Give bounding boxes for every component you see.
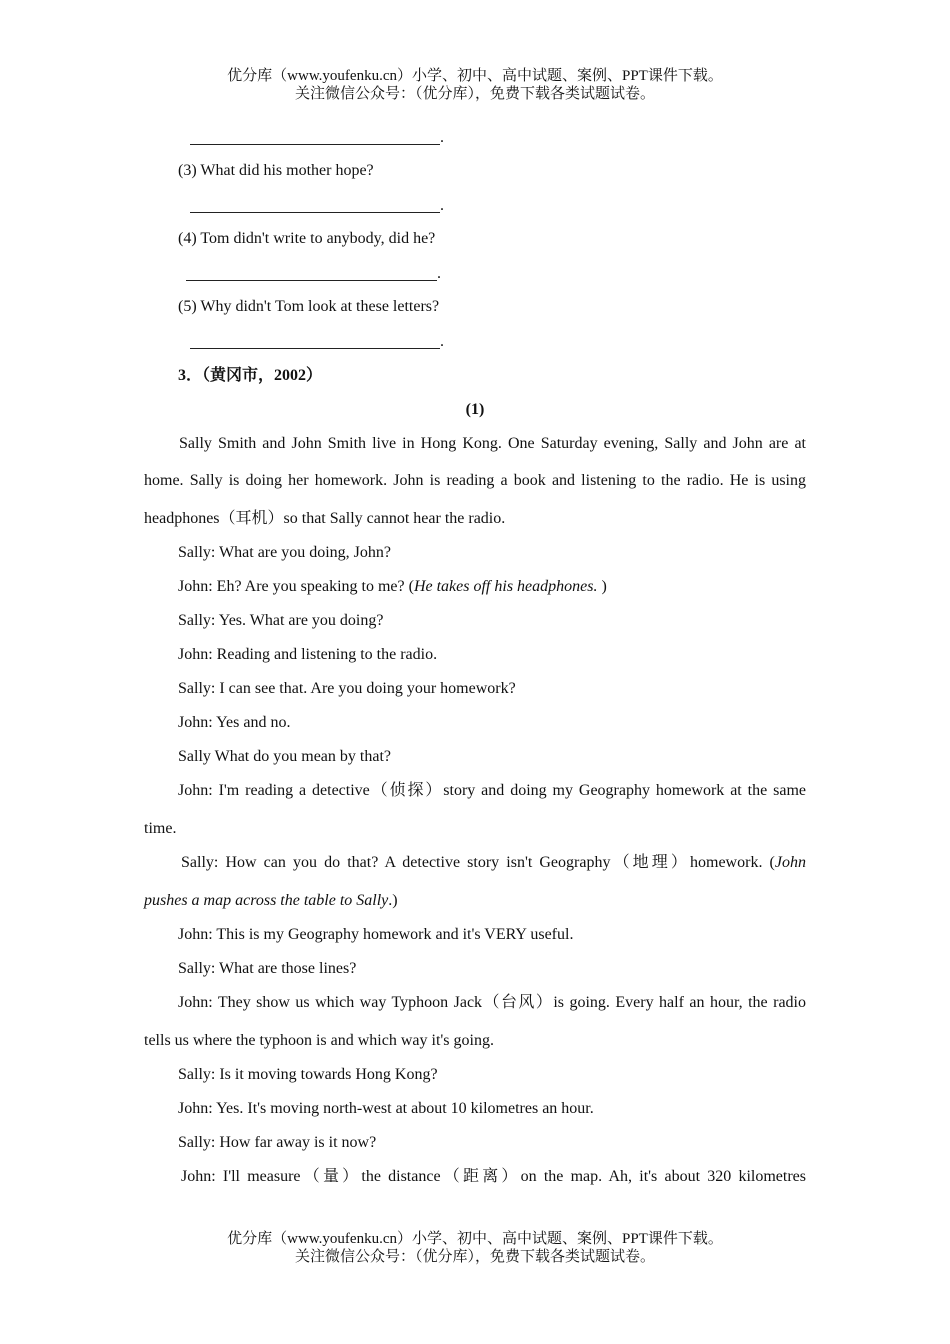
dialogue-line (178, 577, 607, 597)
passage-intro-line-1: Sally Smith and John Smith live in Hong Kong. One Saturday evening, Sally and John are at (179, 435, 806, 452)
answer-blank[interactable] (190, 144, 440, 145)
dialogue-line: Sally: What are those lines? (178, 960, 357, 977)
dialogue-line: John: They show us which way Typhoon Jack（台风）is going. Every half an hour, the radio (178, 994, 806, 1011)
dialogue-text: Sally: How can you do that? A detective story isn't Geography（地理）homework. ( (181, 854, 775, 871)
answer-period: . (440, 197, 444, 214)
part-number: (1) (465, 401, 485, 418)
answer-blank[interactable] (190, 212, 440, 213)
stage-direction: John (774, 854, 806, 871)
question-3: (3) What did his mother hope? (178, 162, 374, 179)
stage-direction: He takes off his headphones. (413, 578, 598, 595)
dialogue-line: John: Yes. It's moving north-west at about 10 kilometres an hour. (178, 1100, 594, 1117)
page-footer (0, 1230, 950, 1266)
dialogue-line-continued: time. (144, 820, 177, 837)
answer-blank[interactable] (186, 280, 437, 281)
answer-period: . (440, 333, 444, 350)
dialogue-text: John: Eh? Are you speaking to me? ( (178, 578, 414, 595)
stage-direction: pushes a map across the table to Sally (144, 892, 389, 909)
dialogue-line: John: I'm reading a detective（侦探）story and doing my Geography homework at the same (178, 782, 806, 799)
answer-period: . (437, 265, 441, 282)
dialogue-text: ) (597, 578, 607, 595)
dialogue-line: Sally: Is it moving towards Hong Kong? (178, 1066, 438, 1083)
answer-blank[interactable] (190, 348, 440, 349)
dialogue-text: .) (388, 892, 398, 909)
dialogue-line: John: This is my Geography homework and it's VERY useful. (178, 926, 574, 943)
passage-intro-line-2: home. Sally is doing her homework. John is reading a book and listening to the radio. He is using (144, 472, 806, 489)
footer-line-1: 优分库（www.youfenku.cn）小学、初中、高中试题、案例、PPT课件下载。 (227, 1231, 723, 1247)
passage-intro-line-3: headphones（耳机）so that Sally cannot hear the radio. (144, 510, 506, 527)
dialogue-line-continued (144, 891, 398, 911)
question-4: (4) Tom didn't write to anybody, did he? (178, 230, 436, 247)
question-5: (5) Why didn't Tom look at these letters? (178, 298, 440, 315)
dialogue-line: Sally: How far away is it now? (178, 1134, 377, 1151)
dialogue-line: Sally What do you mean by that? (178, 748, 391, 765)
dialogue-line: John: Reading and listening to the radio. (178, 646, 438, 663)
header-line-1: 优分库（www.youfenku.cn）小学、初中、高中试题、案例、PPT课件下载。 (227, 68, 723, 84)
footer-line-2: 关注微信公众号：（优分库），免费下载各类试题试卷。 (294, 1249, 655, 1265)
answer-period: . (440, 129, 444, 146)
dialogue-line: Sally: I can see that. Are you doing your homework? (178, 680, 516, 697)
dialogue-line: Sally: What are you doing, John? (178, 544, 391, 561)
dialogue-line (144, 853, 806, 873)
dialogue-line: Sally: Yes. What are you doing? (178, 612, 384, 629)
dialogue-line: John: I'll measure（量）the distance（距离）on the map. Ah, it's about 320 kilometres (181, 1168, 806, 1185)
header-line-2: 关注微信公众号：（优分库），免费下载各类试题试卷。 (294, 86, 655, 102)
section-heading: 3．（黄冈市，2002） (178, 367, 323, 384)
dialogue-line: John: Yes and no. (178, 714, 291, 731)
dialogue-line-continued: tells us where the typhoon is and which way it's going. (144, 1032, 494, 1049)
page-header (0, 67, 950, 103)
